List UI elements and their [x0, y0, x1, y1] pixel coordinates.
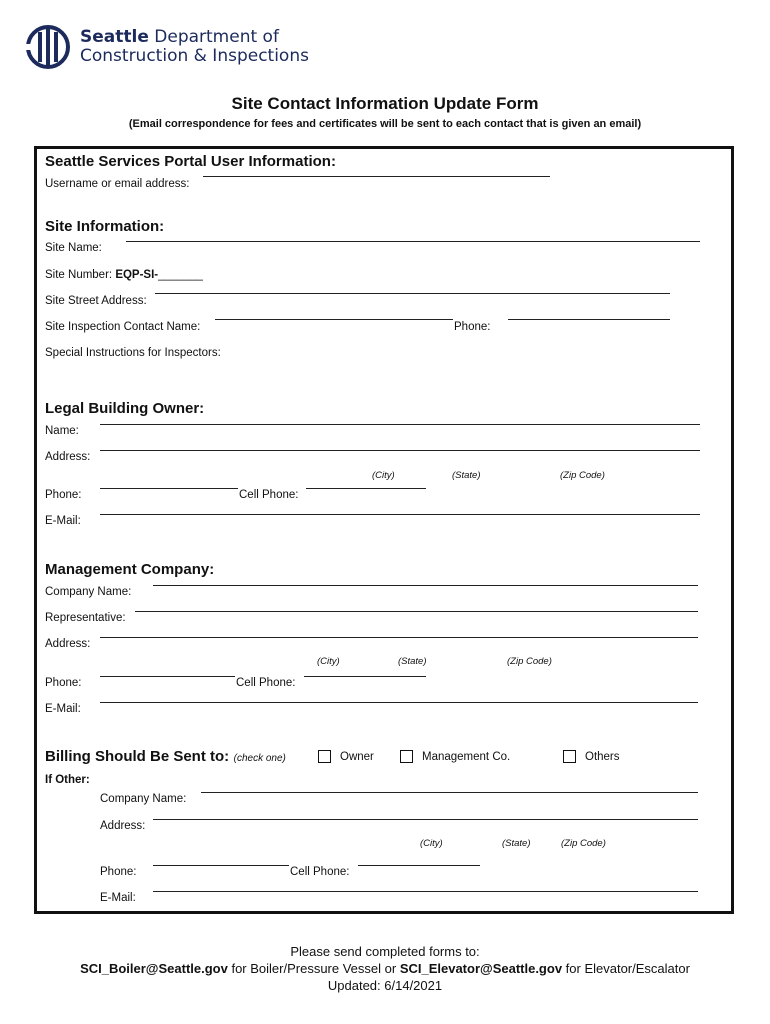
- mgmt-rep-field[interactable]: [135, 611, 698, 612]
- mgmt-phone-label: Phone:: [45, 677, 82, 689]
- other-address-label: Address:: [100, 820, 146, 832]
- site-number-label: Site Number: EQP-SI-_______: [45, 269, 203, 281]
- site-phone-field[interactable]: [508, 319, 670, 320]
- mgmt-email-label: E-Mail:: [45, 703, 81, 715]
- if-other-label: If Other:: [45, 774, 90, 786]
- owner-phone-label: Phone:: [45, 489, 82, 501]
- footer-line1: Please send completed forms to:: [290, 944, 480, 959]
- billing-owner-checkbox[interactable]: [318, 750, 331, 763]
- mgmt-rep-label: Representative:: [45, 612, 126, 624]
- other-state-hint: (State): [502, 838, 531, 849]
- site-heading: Site Information:: [45, 218, 165, 235]
- mgmt-address-label: Address:: [45, 638, 91, 650]
- username-label: Username or email address:: [45, 178, 190, 190]
- billing-heading: Billing Should Be Sent to: (check one): [45, 748, 286, 765]
- other-email-label: E-Mail:: [100, 892, 136, 904]
- portal-heading: Seattle Services Portal User Information:: [45, 153, 336, 170]
- owner-name-label: Name:: [45, 425, 79, 437]
- mgmt-cell-label: Cell Phone:: [236, 677, 296, 689]
- owner-address-field[interactable]: [100, 450, 700, 451]
- owner-heading: Legal Building Owner:: [45, 400, 205, 417]
- billing-mgmt-checkbox[interactable]: [400, 750, 413, 763]
- site-name-label: Site Name:: [45, 242, 102, 254]
- footer-emails: SCI_Boiler@Seattle.gov for Boiler/Pressure Vessel or SCI_Elevator@Seattle.gov for Elevator/Escalator: [80, 961, 690, 976]
- mgmt-address-field[interactable]: [100, 637, 698, 638]
- form-subtitle: (Email correspondence for fees and certificates will be sent to each contact that is given an email): [128, 118, 642, 130]
- other-cell-label: Cell Phone:: [290, 866, 350, 878]
- other-city-hint: (City): [420, 838, 443, 849]
- other-address-field[interactable]: [153, 819, 698, 820]
- site-contact-field[interactable]: [215, 319, 453, 320]
- boiler-email-link[interactable]: SCI_Boiler@Seattle.gov: [80, 961, 228, 976]
- other-company-field[interactable]: [201, 792, 698, 793]
- other-cell-field[interactable]: [358, 865, 480, 866]
- other-phone-field[interactable]: [153, 865, 289, 866]
- mgmt-company-label: Company Name:: [45, 586, 132, 598]
- special-instructions-label: Special Instructions for Inspectors:: [45, 347, 221, 359]
- site-contact-label: Site Inspection Contact Name:: [45, 321, 201, 333]
- other-email-field[interactable]: [153, 891, 698, 892]
- other-zip-hint: (Zip Code): [561, 838, 606, 849]
- other-phone-label: Phone:: [100, 866, 137, 878]
- owner-email-field[interactable]: [100, 514, 700, 515]
- site-name-field[interactable]: [126, 241, 700, 242]
- owner-address-label: Address:: [45, 451, 91, 463]
- site-street-field[interactable]: [155, 293, 670, 294]
- username-field[interactable]: [203, 176, 550, 177]
- seattle-logo-icon: [24, 22, 76, 72]
- mgmt-email-field[interactable]: [100, 702, 698, 703]
- owner-zip-hint: (Zip Code): [560, 470, 605, 481]
- owner-name-field[interactable]: [100, 424, 700, 425]
- site-street-label: Site Street Address:: [45, 295, 147, 307]
- owner-city-hint: (City): [372, 470, 395, 481]
- billing-mgmt-label: Management Co.: [422, 751, 511, 763]
- mgmt-heading: Management Company:: [45, 561, 215, 578]
- mgmt-cell-field[interactable]: [304, 676, 426, 677]
- other-company-label: Company Name:: [100, 793, 187, 805]
- elevator-email-link[interactable]: SCI_Elevator@Seattle.gov: [399, 961, 563, 976]
- mgmt-phone-field[interactable]: [100, 676, 235, 677]
- owner-phone-field[interactable]: [100, 488, 238, 489]
- footer-updated: Updated: 6/14/2021: [327, 978, 443, 993]
- mgmt-zip-hint: (Zip Code): [507, 656, 552, 667]
- owner-state-hint: (State): [452, 470, 481, 481]
- owner-cell-field[interactable]: [306, 488, 426, 489]
- owner-email-label: E-Mail:: [45, 515, 81, 527]
- billing-others-checkbox[interactable]: [563, 750, 576, 763]
- mgmt-company-field[interactable]: [153, 585, 698, 586]
- billing-owner-label: Owner: [340, 751, 374, 763]
- form-title: Site Contact Information Update Form: [231, 94, 539, 113]
- mgmt-state-hint: (State): [398, 656, 427, 667]
- owner-cell-label: Cell Phone:: [239, 489, 299, 501]
- site-phone-label: Phone:: [454, 321, 491, 333]
- mgmt-city-hint: (City): [317, 656, 340, 667]
- department-name: Seattle Department of Construction & Inspections: [80, 27, 309, 66]
- billing-others-label: Others: [585, 751, 620, 763]
